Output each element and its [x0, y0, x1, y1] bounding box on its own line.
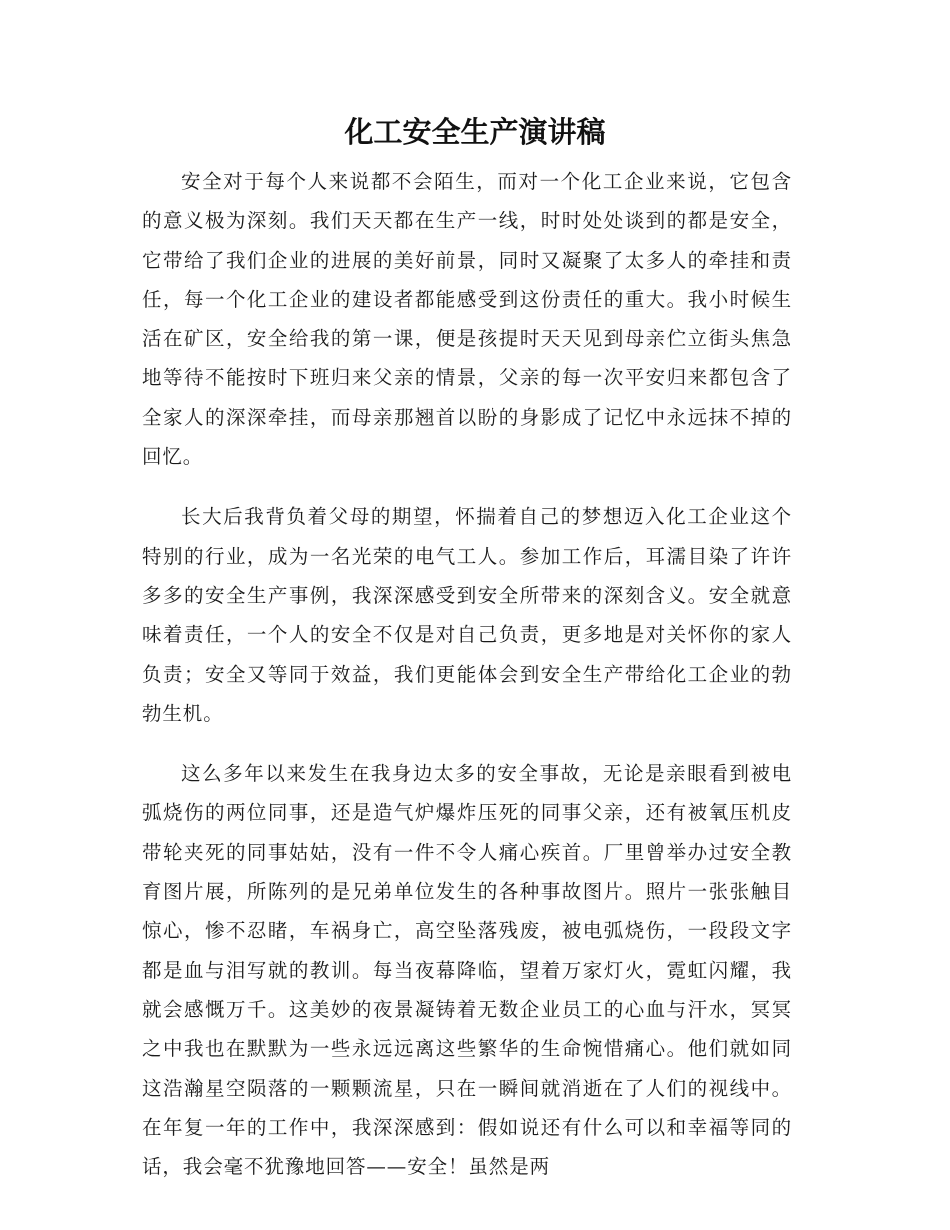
document-body — [142, 162, 792, 1207]
paragraph-1: 安全对于每个人来说都不会陌生，而对一个化工企业来说，它包含的意义极为深刻。我们天天都在生产一线，时时处处谈到的都是安全，它带给了我们企业的进展的美好前景，同时又凝聚了太多人的牵挂和责任，每一个化工企业的建设者都能感受到这份责任的重大。我小时候生活在矿区，安全给我的第一课，便是孩提时天天见到母亲伫立街头焦急地等待不能按时下班归来父亲的情景，父亲的每一次平安归来都包含了全家人的深深牵挂，而母亲那翘首以盼的身影成了记忆中永远抹不掉的回忆。 — [142, 170, 792, 469]
paragraph-3: 这么多年以来发生在我身边太多的安全事故，无论是亲眼看到被电弧烧伤的两位同事，还是造气炉爆炸压死的同事父亲，还有被氧压机皮带轮夹死的同事姑姑，没有一件不令人痛心疾首。厂里曾举办过安全教育图片展，所陈列的是兄弟单位发生的各种事故图片。照片一张张触目惊心，惨不忍睹，车祸身亡，高空坠落残废，被电弧烧伤，一段段文字都是血与泪写就的教训。每当夜幕降临，望着万家灯火，霓虹闪耀，我就会感慨万千。这美妙的夜景凝铸着无数企业员工的心血与汗水，冥冥之中我也在默默为一些永远远离这些繁华的生命惋惜痛心。他们就如同这浩瀚星空陨落的一颗颗流星，只在一瞬间就消逝在了人们的视线中。在年复一年的工作中，我深深感到：假如说还有什么可以和幸福等同的话，我会毫不犹豫地回答——安全！虽然是两 — [142, 762, 792, 1179]
document-title: 化工安全生产演讲稿 — [344, 115, 606, 149]
paragraph-2: 长大后我背负着父母的期望，怀揣着自己的梦想迈入化工企业这个特别的行业，成为一名光荣的电气工人。参加工作后，耳濡目染了许许多多的安全生产事例，我深深感受到安全所带来的深刻含义。安全就意味着责任，一个人的安全不仅是对自己负责，更多地是对关怀你的家人负责；安全又等同于效益，我们更能体会到安全生产带给化工企业的勃勃生机。 — [142, 505, 792, 725]
